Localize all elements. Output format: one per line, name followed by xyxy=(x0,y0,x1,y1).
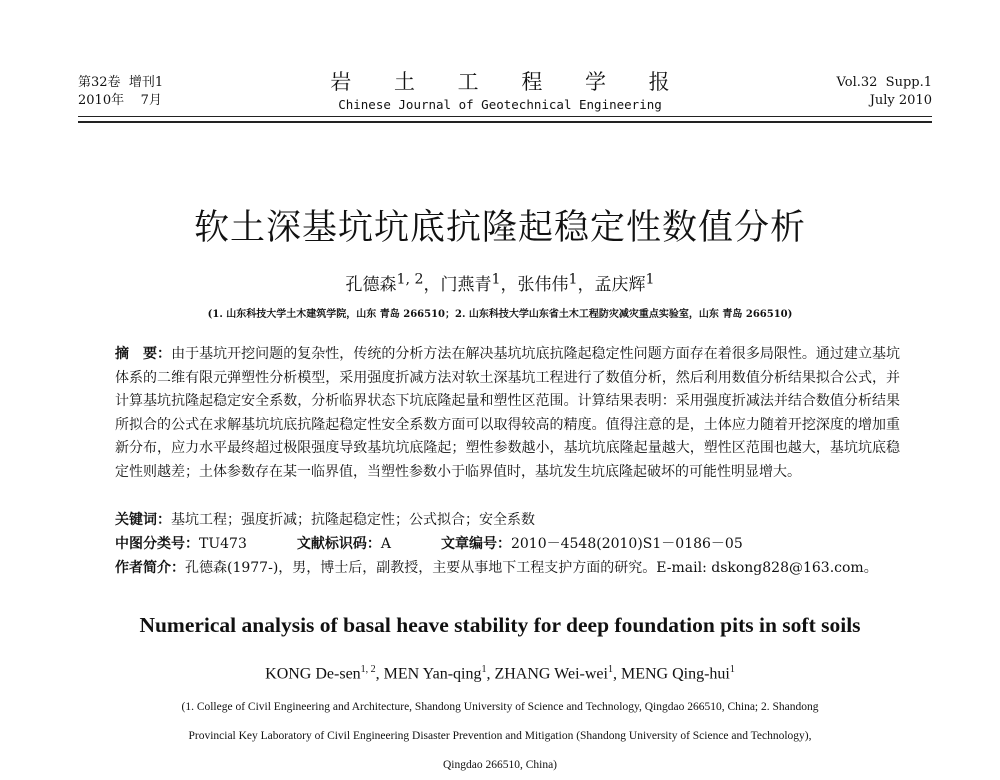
date-en: July 2010 xyxy=(869,93,932,108)
paper-title-en: Numerical analysis of basal heave stability for deep foundation pits in soft soils xyxy=(139,613,861,637)
header-right xyxy=(837,74,932,110)
article-number-value: 2010－4548(2010)S1－0186－05 xyxy=(510,536,743,552)
author-affil-mark-en: 1 xyxy=(729,664,735,675)
article-number-label: 文章编号： xyxy=(440,536,511,552)
affiliation-cn: (1. 山东科技大学土木建筑学院，山东 青岛 266510；2. 山东科技大学山东省土木工程防灾减灾重点实验室，山东 青岛 266510) xyxy=(207,309,793,320)
author-separator: ， xyxy=(500,275,518,295)
header-center xyxy=(300,70,700,114)
volume-cn: 第32卷 xyxy=(78,75,121,90)
author-affil-mark: 1, 2 xyxy=(396,271,424,288)
author-separator-en: , xyxy=(612,665,621,683)
author-bio xyxy=(115,557,900,579)
clc-value: TU473 xyxy=(199,536,247,552)
document-code xyxy=(297,533,391,555)
journal-title-en: Chinese Journal of Geotechnical Engineering xyxy=(338,97,662,112)
affiliation-en-line: Provincial Key Laboratory of Civil Engineering Disaster Prevention and Mitigation (Shandong University of Science and Technology), xyxy=(188,730,812,742)
author-name: 孔德森 xyxy=(345,275,397,295)
author-affil-mark-en: 1, 2 xyxy=(360,664,376,675)
month-cn: 7月 xyxy=(140,93,162,108)
article-number xyxy=(441,533,743,555)
author-separator-en: , xyxy=(375,665,384,683)
author-bio-text: 孔德森(1977-)，男，博士后，副教授，主要从事地下工程支护方面的研究。E-mail: dskong828@163.com。 xyxy=(185,560,878,576)
authors-en xyxy=(0,664,1000,683)
author-affil-mark: 1 xyxy=(568,271,578,288)
author-name-en: ZHANG Wei-wei xyxy=(494,665,608,683)
doc-code-value: A xyxy=(380,536,391,552)
author-affil-mark: 1 xyxy=(645,271,655,288)
clc-label: 中图分类号： xyxy=(115,536,199,552)
header-left xyxy=(78,74,163,110)
journal-title-cn: 岩 土 工 程 学 报 xyxy=(330,70,688,94)
abstract-text: 由于基坑开挖问题的复杂性，传统的分析方法在解决基坑坑底抗隆起稳定性问题方面存在着很多局限性。通过建立基坑体系的二维有限元弹塑性分析模型，采用强度折减方法对软土深基坑工程进行了数值分析，然后利用数值分析结果拟合公式，并计算基坑抗隆起稳定安全系数，分析临界状态下坑底隆起量和塑性区范围。计算结果表明：采用强度折减法并结合数值分析结果所拟合的公式在求解基坑坑底抗隆起稳定性安全系数方面可以取得较高的精度。值得注意的是，土体应力随着开挖深度的增加重新分布，应力水平最终超过极限强度导致基坑坑底隆起；塑性参数越小，基坑坑底隆起量越大，塑性区范围也越大，基坑坑底稳定性则越差；土体参数存在某一临界值，当塑性参数小于临界值时，基坑发生坑底隆起破坏的可能性明显增大。 xyxy=(115,346,901,480)
author-bio-label: 作者简介： xyxy=(115,560,185,576)
year-cn: 2010年 xyxy=(78,93,125,108)
author-affil-mark: 1 xyxy=(491,271,501,288)
author-name: 门燕青 xyxy=(440,275,492,295)
author-affil-mark-en: 1 xyxy=(481,664,487,675)
author-name: 张伟伟 xyxy=(517,275,569,295)
volume-en: Vol.32 xyxy=(836,75,878,90)
supp-en: Supp.1 xyxy=(885,75,932,90)
abstract-cn xyxy=(115,343,900,484)
issue-cn: 增刊1 xyxy=(128,75,164,90)
author-separator: ， xyxy=(423,275,441,295)
header-rule-thick xyxy=(78,121,932,123)
affiliation-en-line: Qingdao 266510, China) xyxy=(442,759,558,771)
keywords-text: 基坑工程；强度折减；抗隆起稳定性；公式拟合；安全系数 xyxy=(171,512,535,528)
author-separator-en: , xyxy=(486,665,495,683)
header-rule-thin xyxy=(78,116,932,117)
clc-number xyxy=(115,533,247,555)
paper-title-cn: 软土深基坑坑底抗隆起稳定性数值分析 xyxy=(193,208,806,248)
classification-row xyxy=(115,533,900,555)
doc-code-label: 文献标识码： xyxy=(296,536,381,552)
keywords xyxy=(115,509,900,531)
author-name-en: KONG De-sen xyxy=(265,665,361,683)
author-affil-mark-en: 1 xyxy=(607,664,613,675)
affiliation-en xyxy=(130,693,870,780)
author-name-en: MEN Yan-qing xyxy=(383,665,482,683)
author-name-en: MENG Qing-hui xyxy=(620,665,730,683)
abstract-label: 摘 要： xyxy=(115,346,172,362)
keywords-label: 关键词： xyxy=(115,512,171,528)
affiliation-en-line: (1. College of Civil Engineering and Architecture, Shandong University of Science and Technology, Qingdao 266510, China; 2. Shandong xyxy=(181,701,819,713)
authors-cn xyxy=(0,270,1000,295)
author-name: 孟庆辉 xyxy=(594,275,646,295)
author-separator: ， xyxy=(577,275,595,295)
